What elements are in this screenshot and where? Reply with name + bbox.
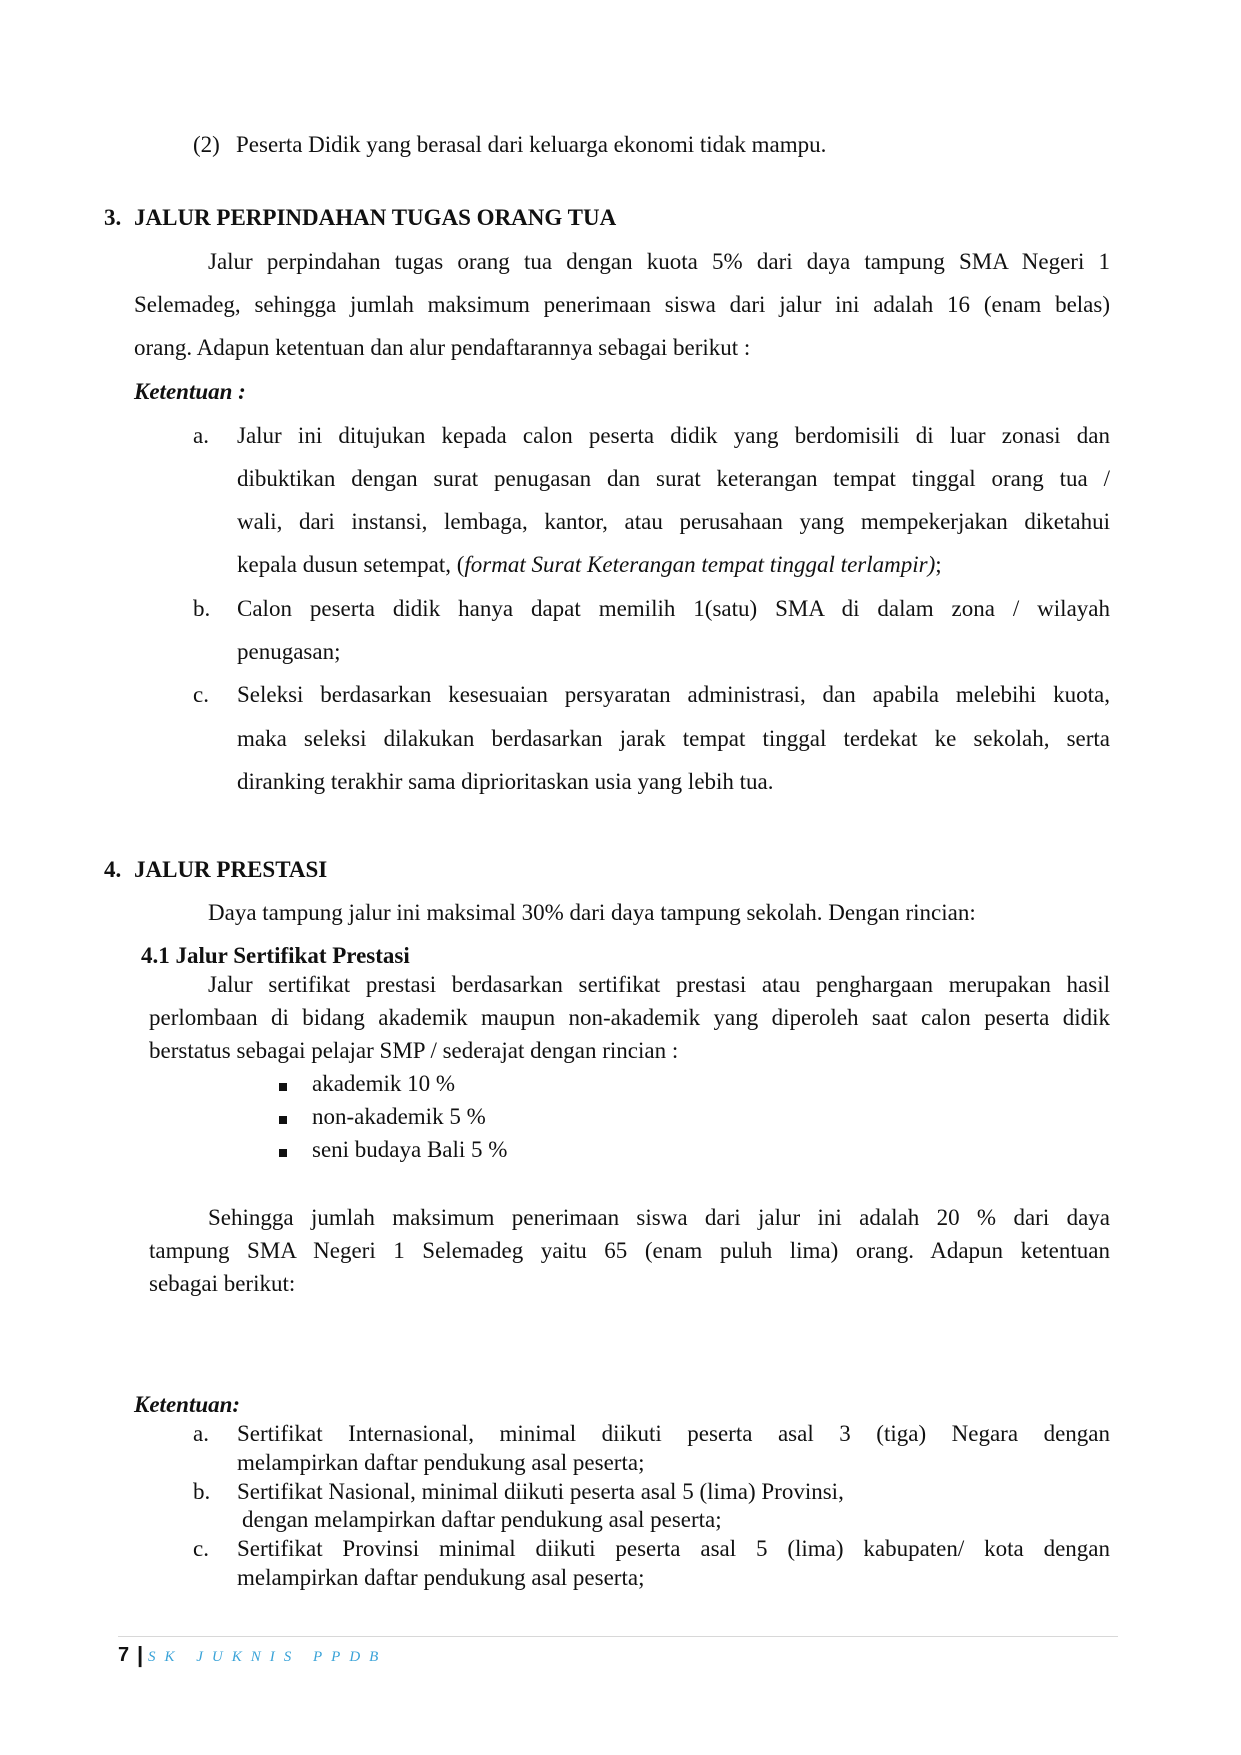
- list-item-line: diranking terakhir sama diprioritaskan usia yang lebih tua.: [237, 769, 774, 794]
- square-bullet-icon: [279, 1116, 287, 1124]
- list-item-line: melampirkan daftar pendukung asal peserta;: [237, 1450, 645, 1475]
- section-4-number: 4.: [104, 857, 122, 882]
- square-bullet-icon: [279, 1083, 287, 1091]
- list-item-line: dengan melampirkan daftar pendukung asal peserta;: [242, 1507, 722, 1532]
- list-item-line: Sertifikat Internasional, minimal diikuti peserta asal 3 (tiga) Negara dengan: [237, 1421, 1110, 1446]
- subsection-4-1-title: 4.1 Jalur Sertifikat Prestasi: [141, 943, 410, 968]
- item-2-number: (2): [193, 132, 220, 157]
- list-item-line: Sertifikat Nasional, minimal diikuti peserta asal 5 (lima) Provinsi,: [237, 1479, 844, 1504]
- section-4-para-line: sebagai berikut:: [149, 1271, 296, 1296]
- list-item-line: melampirkan daftar pendukung asal peserta;: [237, 1565, 645, 1590]
- list-item-line: [237, 552, 942, 578]
- list-item-line: Seleksi berdasarkan kesesuaian persyaratan administrasi, dan apabila melebihi kuota,: [237, 682, 1110, 707]
- bullet-item: akademik 10 %: [312, 1071, 456, 1096]
- list-item-line: dibuktikan dengan surat penugasan dan surat keterangan tempat tinggal orang tua /: [237, 466, 1110, 491]
- bullet-item: seni budaya Bali 5 %: [312, 1137, 508, 1162]
- section-3-para-line: Selemadeg, sehingga jumlah maksimum penerimaan siswa dari jalur ini adalah 16 (enam belas): [134, 292, 1110, 317]
- section-4-ketentuan-heading: Ketentuan:: [134, 1392, 241, 1417]
- list-item-line: wali, dari instansi, lembaga, kantor, atau perusahaan yang mempekerjakan diketahui: [237, 509, 1110, 534]
- footer-divider: [118, 1636, 1118, 1637]
- list-item-label: c.: [193, 1536, 209, 1561]
- square-bullet-icon: [279, 1149, 287, 1157]
- subsection-para-line: Jalur sertifikat prestasi berdasarkan sertifikat prestasi atau penghargaan merupakan hasil: [208, 972, 1110, 997]
- section-3-title: JALUR PERPINDAHAN TUGAS ORANG TUA: [134, 205, 617, 230]
- bullet-item: non-akademik 5 %: [312, 1104, 486, 1129]
- section-4-intro: Daya tampung jalur ini maksimal 30% dari daya tampung sekolah. Dengan rincian:: [208, 900, 976, 925]
- list-item-label: a.: [193, 423, 209, 448]
- section-4-title: JALUR PRESTASI: [134, 857, 328, 882]
- list-item-label: a.: [193, 1421, 209, 1446]
- section-3-para-line: Jalur perpindahan tugas orang tua dengan kuota 5% dari daya tampung SMA Negeri 1: [208, 249, 1110, 274]
- subsection-para-line: perlombaan di bidang akademik maupun non-akademik yang diperoleh saat calon peserta didik: [149, 1005, 1110, 1030]
- format-note: format Surat Keterangan tempat tinggal terlampir): [464, 552, 936, 577]
- list-item-text: kepala dusun setempat, (: [237, 552, 465, 577]
- list-item-line: penugasan;: [237, 639, 341, 664]
- section-3-para-line: orang. Adapun ketentuan dan alur pendaftarannya sebagai berikut :: [134, 335, 751, 360]
- list-item-label: b.: [193, 1479, 211, 1504]
- list-item-line: Calon peserta didik hanya dapat memilih 1(satu) SMA di dalam zona / wilayah: [237, 596, 1110, 621]
- section-3-ketentuan-heading: Ketentuan :: [134, 379, 246, 404]
- section-4-para-line: tampung SMA Negeri 1 Selemadeg yaitu 65 (enam puluh lima) orang. Adapun ketentuan: [149, 1238, 1110, 1263]
- list-item-line: Jalur ini ditujukan kepada calon peserta didik yang berdomisili di luar zonasi dan: [237, 423, 1110, 448]
- subsection-para-line: berstatus sebagai pelajar SMP / sederajat dengan rincian :: [149, 1038, 679, 1063]
- list-item-label: b.: [193, 596, 211, 621]
- item-2-text: Peserta Didik yang berasal dari keluarga ekonomi tidak mampu.: [236, 132, 827, 157]
- footer-title: SK JUKNIS PPDB: [148, 1649, 388, 1665]
- list-item-line: Sertifikat Provinsi minimal diikuti peserta asal 5 (lima) kabupaten/ kota dengan: [237, 1536, 1110, 1561]
- list-item-line: maka seleksi dilakukan berdasarkan jarak tempat tinggal terdekat ke sekolah, serta: [237, 726, 1110, 751]
- footer-separator: |: [137, 1642, 144, 1667]
- section-3-number: 3.: [104, 205, 122, 230]
- page-number: 7: [118, 1644, 130, 1666]
- section-4-para-line: Sehingga jumlah maksimum penerimaan siswa dari jalur ini adalah 20 % dari daya: [208, 1205, 1110, 1230]
- list-item-text: ;: [935, 552, 942, 577]
- list-item-label: c.: [193, 682, 209, 707]
